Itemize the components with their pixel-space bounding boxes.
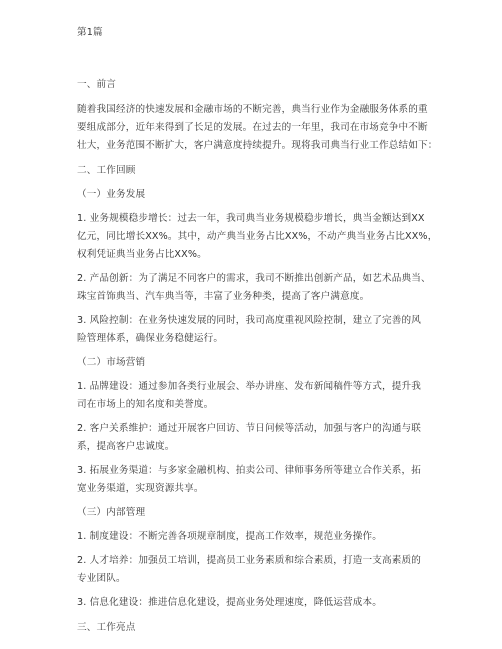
subheading-internal-management: （三）内部管理 xyxy=(77,507,146,518)
subheading-marketing: （二）市场营销 xyxy=(77,357,146,368)
list-item-line: 2. 人才培养：加强员工培训，提高员工业务素质和综合素质，打造一支高素质的 xyxy=(77,555,421,566)
list-item-line: 宽业务渠道，实现资源共享。 xyxy=(77,483,204,494)
list-item-line: 2. 产品创新：为了满足不同客户的需求，我司不断推出创新产品，如艺术品典当、 xyxy=(77,273,431,284)
list-item-line: 1. 业务规模稳步增长：过去一年，我司典当业务规模稳步增长，典当金额达到XX xyxy=(77,213,425,224)
list-item-line: 1. 品牌建设：通过参加各类行业展会、举办讲座、发布新闻稿件等方式，提升我 xyxy=(77,381,421,392)
heading-preface: 一、前言 xyxy=(77,79,116,90)
subheading-business: （一）业务发展 xyxy=(77,189,146,200)
list-item-line: 司在市场上的知名度和美誉度。 xyxy=(77,399,214,410)
list-item-line: 亿元，同比增长XX%。其中，动产典当业务占比XX%，不动产典当业务占比XX%， xyxy=(77,231,438,242)
list-item-line: 权利凭证典当业务占比XX%。 xyxy=(77,249,207,260)
list-item-line: 3. 风险控制：在业务快速发展的同时，我司高度重视风险控制，建立了完善的风 xyxy=(77,315,421,326)
list-item-line: 系，提高客户忠诚度。 xyxy=(77,441,175,452)
list-item-line: 专业团队。 xyxy=(77,573,126,584)
list-item-line: 1. 制度建设：不断完善各项规章制度，提高工作效率，规范业务操作。 xyxy=(77,531,382,542)
paragraph-line: 壮大，业务范围不断扩大，客户满意度持续提升。现将我司典当行业工作总结如下： xyxy=(77,140,438,151)
list-item-line: 珠宝首饰典当、汽车典当等，丰富了业务种类，提高了客户满意度。 xyxy=(77,291,370,302)
heading-work-review: 二、工作回顾 xyxy=(77,165,136,176)
paragraph-line: 随着我国经济的快速发展和金融市场的不断完善，典当行业作为金融服务体系的重 xyxy=(77,104,428,115)
list-item-line: 2. 客户关系维护：通过开展客户回访、节日问候等活动，加强与客户的沟通与联 xyxy=(77,423,421,434)
list-item-line: 3. 信息化建设：推进信息化建设，提高业务处理速度，降低运营成本。 xyxy=(77,597,382,608)
heading-highlights: 三、工作亮点 xyxy=(77,622,136,633)
list-item-line: 3. 拓展业务渠道：与多家金融机构、拍卖公司、律师事务所等建立合作关系，拓 xyxy=(77,465,421,476)
paragraph-line: 要组成部分，近年来得到了长足的发展。在过去的一年里，我司在市场竞争中不断 xyxy=(77,122,428,133)
section-label: 第1篇 xyxy=(77,27,103,38)
list-item-line: 险管理体系，确保业务稳健运行。 xyxy=(77,333,224,344)
